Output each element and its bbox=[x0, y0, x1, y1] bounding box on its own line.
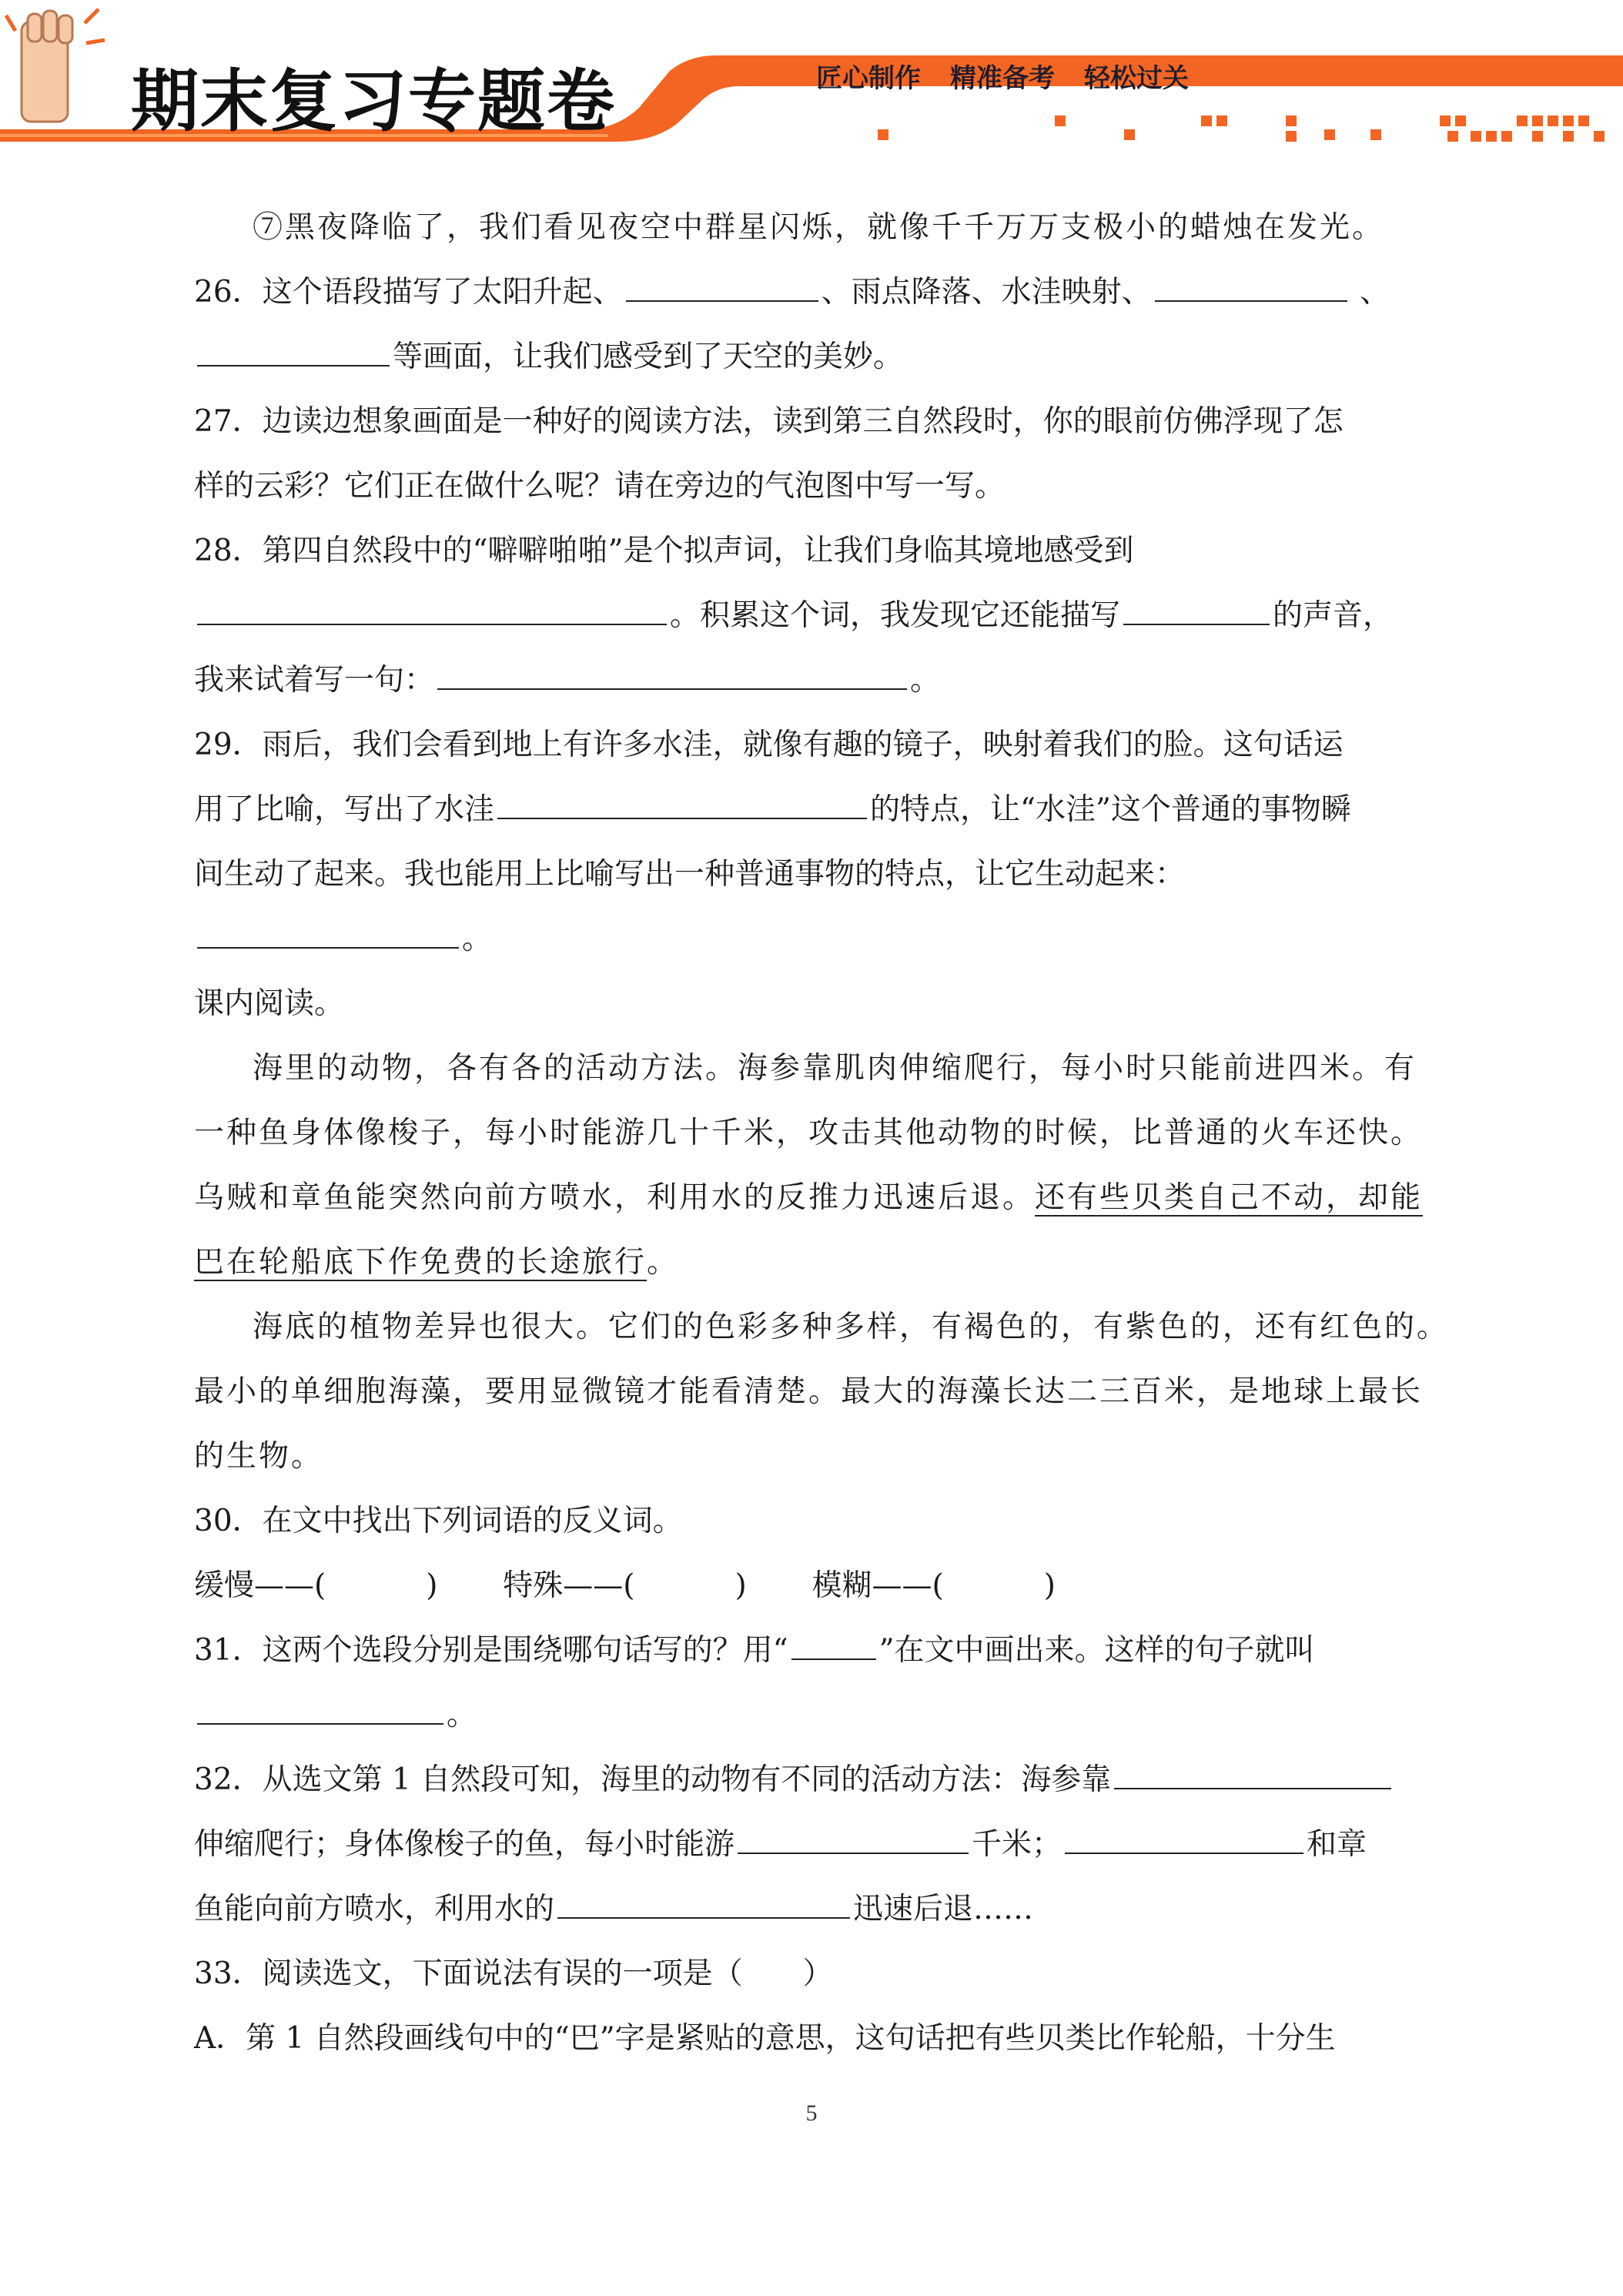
passage-line: 乌贼和章鱼能突然向前方喷水，利用水的反推力迅速后退。还有些贝类自己不动，却能 bbox=[194, 1180, 1424, 1215]
question-28-cont: 。积累这个词，我发现它还能描写 的声音， bbox=[194, 594, 1393, 638]
question-28: 28．第四自然段中的“噼噼啪啪”是个拟声词，让我们身临其境地感受到 bbox=[194, 534, 1134, 568]
header-title: 期末复习专题卷 bbox=[131, 62, 617, 141]
underlined-sentence: 还有些贝类自己不动，却能 bbox=[1035, 1180, 1424, 1215]
question-31-cont: 。 bbox=[194, 1694, 477, 1737]
fist-icon bbox=[6, 9, 105, 122]
question-28-cont2: 我来试着写一句： 。 bbox=[194, 663, 941, 698]
answer-blank[interactable] bbox=[557, 1891, 850, 1919]
question-32-cont: 伸缩爬行；身体像梭子的鱼，每小时能游 千米； 和章 bbox=[194, 1827, 1367, 1862]
answer-blank[interactable] bbox=[437, 662, 907, 690]
question-33: 33．阅读选文，下面说法有误的一项是（ ） bbox=[194, 1956, 833, 1991]
slogan-1: 匠心制作 bbox=[816, 63, 921, 94]
slogan-2: 精准备考 bbox=[950, 63, 1055, 94]
question-26: 26．这个语段描写了太阳升起、 、雨点降落、水洼映射、 、 bbox=[194, 275, 1390, 310]
passage-line: 巴在轮船底下作免费的长途旅行。 bbox=[194, 1245, 680, 1280]
answer-blank[interactable] bbox=[1065, 1826, 1303, 1854]
question-29-cont: 用了比喻，写出了水洼 的特点，让“水洼”这个普通的事物瞬 bbox=[194, 792, 1351, 827]
passage-line: ⑦黑夜降临了，我们看见夜空中群星闪烁，就像千千万万支极小的蜡烛在发光。 bbox=[253, 210, 1385, 245]
question-31: 31．这两个选段分别是围绕哪句话写的？用“ ”在文中画出来。这样的句子就叫 bbox=[194, 1633, 1315, 1668]
answer-blank[interactable] bbox=[1123, 597, 1270, 625]
page-header bbox=[0, 0, 1623, 154]
passage-line: 一种鱼身体像梭子，每小时能游几十千米，攻击其他动物的时候，比普通的火车还快。 bbox=[194, 1116, 1424, 1150]
decorative-squares bbox=[878, 115, 1605, 142]
answer-blank[interactable] bbox=[738, 1826, 969, 1854]
answer-blank[interactable] bbox=[197, 597, 667, 625]
answer-blank[interactable] bbox=[1155, 274, 1347, 302]
question-32: 32．从选文第 1 自然段可知，海里的动物有不同的活动方法：海参靠 bbox=[194, 1759, 1394, 1802]
answer-blank[interactable] bbox=[197, 1697, 443, 1725]
question-33-option-a: A．第 1 自然段画线句中的“巴”字是紧贴的意思，这句话把有些贝类比作轮船，十分生 bbox=[194, 2021, 1336, 2056]
answer-blank[interactable] bbox=[626, 274, 818, 302]
question-30-words: 缓慢——( ) 特殊——( ) 模糊——( ) bbox=[194, 1568, 1056, 1603]
question-27: 27．边读边想象画面是一种好的阅读方法，读到第三自然段时，你的眼前仿佛浮现了怎 bbox=[194, 404, 1344, 439]
question-32-cont2: 鱼能向前方喷水，利用水的 迅速后退…… bbox=[194, 1892, 1034, 1926]
answer-blank[interactable] bbox=[497, 792, 867, 819]
answer-blank[interactable] bbox=[1114, 1762, 1391, 1789]
passage-line: 海底的植物差异也很大。它们的色彩多种多样，有褐色的，有紫色的，还有红色的。 bbox=[253, 1310, 1450, 1344]
question-30: 30．在文中找出下列词语的反义词。 bbox=[194, 1504, 683, 1538]
answer-blank[interactable] bbox=[791, 1632, 876, 1660]
header-slogans bbox=[816, 57, 1586, 95]
passage-line: 的生物。 bbox=[194, 1439, 324, 1474]
slogan-3: 轻松过关 bbox=[1084, 63, 1189, 94]
passage-line: 最小的单细胞海藻，要用显微镜才能看清楚。最大的海藻长达二三百米，是地球上最长 bbox=[194, 1374, 1424, 1409]
question-27-cont: 样的云彩？它们正在做什么呢？请在旁边的气泡图中写一写。 bbox=[194, 469, 1006, 504]
question-29: 29．雨后，我们会看到地上有许多水洼，就像有趣的镜子，映射着我们的脸。这句话运 bbox=[194, 728, 1344, 762]
page-number: 5 bbox=[805, 2100, 818, 2126]
section-heading: 课内阅读。 bbox=[194, 986, 345, 1021]
underlined-sentence: 巴在轮船底下作免费的长途旅行 bbox=[194, 1245, 648, 1280]
question-26-cont: 等画面，让我们感受到了天空的美妙。 bbox=[194, 336, 903, 379]
question-29-cont3: 。 bbox=[194, 918, 492, 961]
question-29-cont2: 间生动了起来。我也能用上比喻写出一种普通事物的特点，让它生动起来： bbox=[194, 857, 1186, 892]
passage-line: 海里的动物，各有各的活动方法。海参靠肌肉伸缩爬行，每小时只能前进四米。有 bbox=[253, 1051, 1417, 1086]
answer-blank[interactable] bbox=[197, 921, 459, 949]
answer-blank[interactable] bbox=[197, 339, 390, 366]
